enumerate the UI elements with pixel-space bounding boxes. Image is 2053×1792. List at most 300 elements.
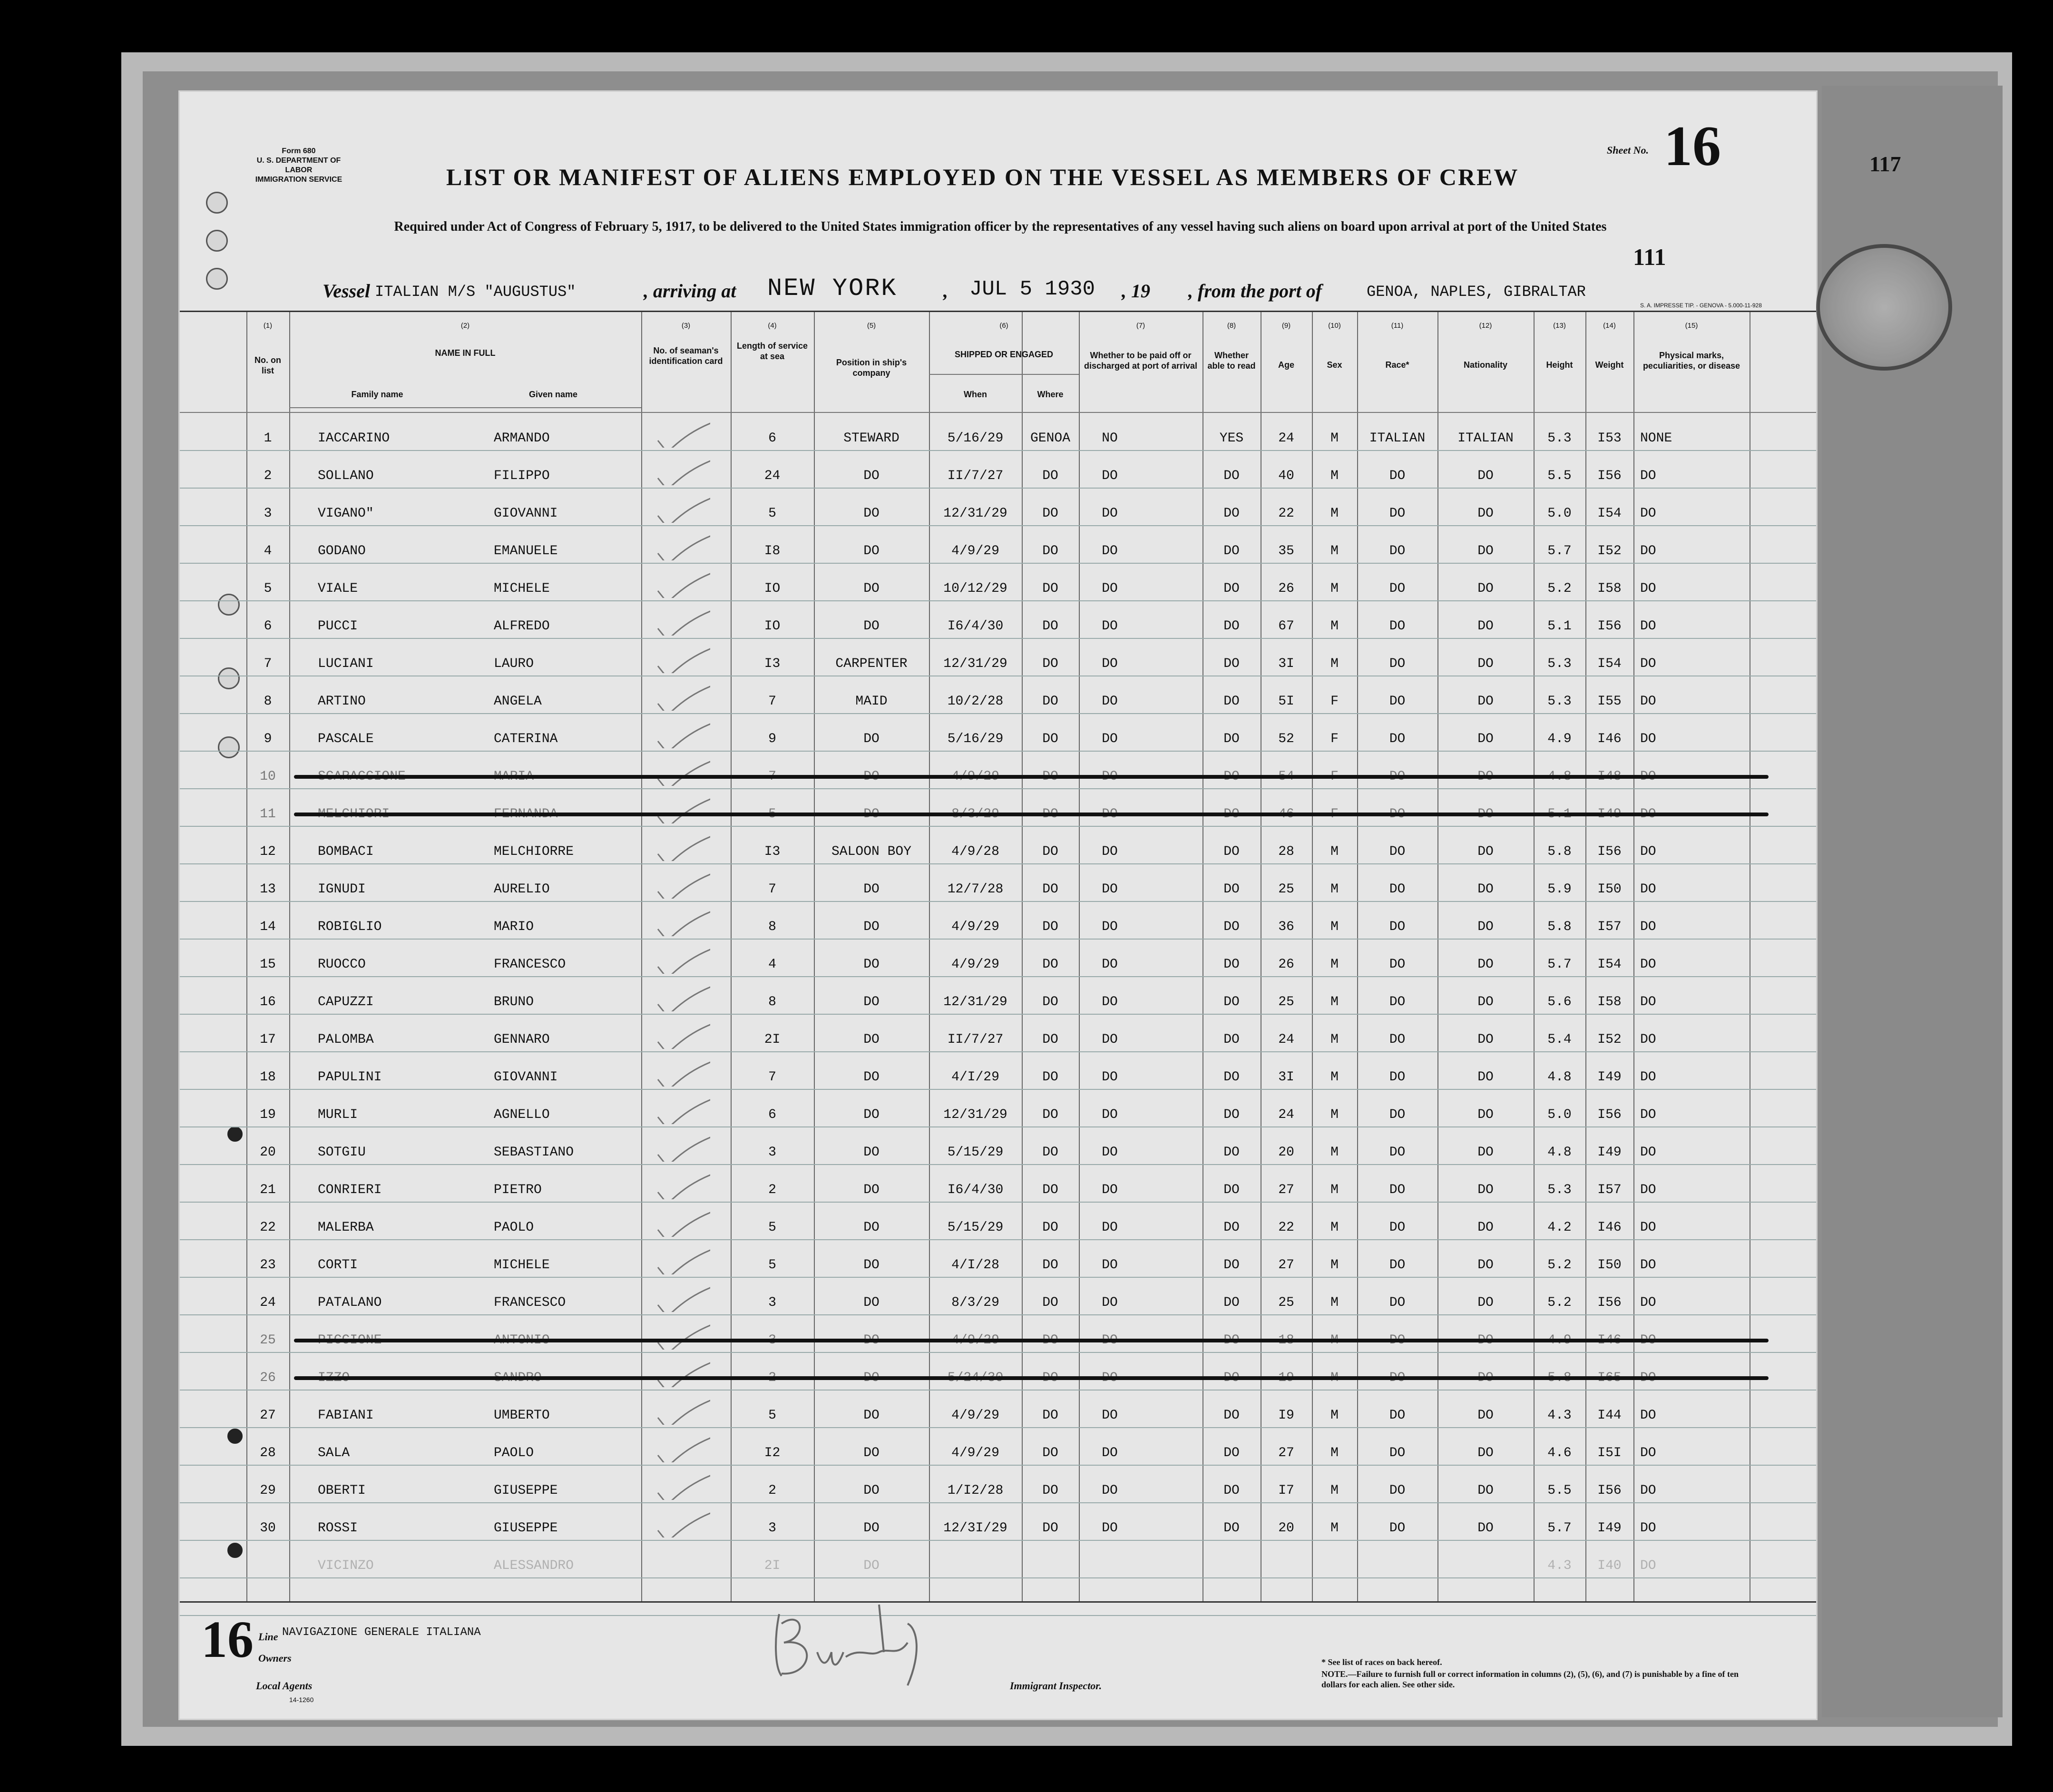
cell-when: 10/2/28 (947, 694, 1004, 709)
header-when: When (964, 390, 987, 399)
cell-nat: DO (1477, 1408, 1494, 1423)
row-rule (180, 450, 1816, 451)
cell-read: DO (1223, 619, 1240, 634)
cell-family: LUCIANI (318, 656, 374, 671)
cell-age: 20 (1278, 1145, 1294, 1160)
cell-paid: DO (1102, 656, 1118, 671)
col-number-3: (3) (681, 322, 691, 330)
cell-given: AGNELLO (494, 1107, 550, 1122)
cell-sex: M (1330, 1521, 1339, 1536)
cell-service: I2 (764, 1446, 781, 1460)
cell-sex: M (1330, 1258, 1339, 1273)
cell-service: 5 (768, 1220, 776, 1235)
check-mark-icon (653, 1283, 710, 1312)
cell-given: PAOLO (494, 1220, 534, 1235)
cell-position: SALOON BOY (831, 844, 912, 859)
cell-weight: I49 (1597, 1521, 1622, 1536)
cell-marks: NONE (1640, 431, 1672, 446)
cell-nat: DO (1477, 581, 1494, 596)
cell-height: 5.3 (1547, 1183, 1572, 1197)
cell-position: CARPENTER (835, 656, 908, 671)
cell-when: 12/31/29 (943, 506, 1007, 521)
cell-sex: M (1330, 1483, 1339, 1498)
check-mark-icon (653, 945, 710, 974)
cell-read: DO (1223, 1107, 1240, 1122)
cell-no: 21 (260, 1183, 276, 1197)
races-note: * See list of races on back hereof. (1321, 1657, 1442, 1667)
cell-service: 8 (768, 995, 776, 1009)
cell-no: 3 (264, 506, 272, 521)
cell-when: 12/7/28 (947, 882, 1004, 897)
cell-no: 30 (260, 1521, 276, 1536)
cell-marks: DO (1640, 844, 1656, 859)
cell-when: 4/9/28 (951, 844, 999, 859)
cell-sex: M (1330, 656, 1339, 671)
cell-service: 9 (768, 732, 776, 746)
check-mark-icon (653, 1208, 710, 1237)
cell-read: DO (1223, 1295, 1240, 1310)
cell-weight: I56 (1597, 1483, 1622, 1498)
cell-paid: DO (1102, 1408, 1118, 1423)
cell-read: DO (1223, 920, 1240, 934)
cell-marks: DO (1640, 694, 1656, 709)
cell-height: 5.0 (1547, 506, 1572, 521)
cell-height: 5.2 (1547, 1295, 1572, 1310)
cell-no: 24 (260, 1295, 276, 1310)
local-agents-label: Local Agents (256, 1680, 313, 1692)
cell-race: DO (1389, 544, 1406, 558)
cell-position: DO (863, 1032, 880, 1047)
cell-sex: M (1330, 544, 1339, 558)
cell-paid: DO (1102, 995, 1118, 1009)
cell-no: 17 (260, 1032, 276, 1047)
cell-where: DO (1042, 1070, 1058, 1085)
faded-cell-family: VICINZO (318, 1558, 374, 1573)
year-label: , 19 (1122, 280, 1150, 302)
cell-age: 22 (1278, 1220, 1294, 1235)
header-sex: Sex (1327, 360, 1342, 370)
check-mark-icon (653, 870, 710, 899)
cell-paid: DO (1102, 1107, 1118, 1122)
col-number-15: (15) (1685, 322, 1698, 330)
cell-read: DO (1223, 544, 1240, 558)
cell-race: DO (1389, 1032, 1406, 1047)
owners-label: Owners (258, 1652, 292, 1664)
stamp-number: 111 (1633, 244, 1666, 270)
vessel-label: Vessel (323, 280, 370, 302)
header-physical-marks: Physical marks, peculiarities, or disease (1642, 351, 1740, 371)
manifest-subtitle: Required under Act of Congress of February 5, 1917, to be delivered to the United States immigration officer by the representatives of any vessel having such aliens on board upon arrival at port of the United States (394, 219, 1607, 234)
cell-sex: M (1330, 506, 1339, 521)
cell-where: DO (1042, 1408, 1058, 1423)
cell-height: 4.8 (1547, 1145, 1572, 1160)
cell-service: 5 (768, 1258, 776, 1273)
cell-when: 5/16/29 (947, 732, 1004, 746)
cell-when: 5/16/29 (947, 431, 1004, 446)
cell-when: 5/15/29 (947, 1145, 1004, 1160)
cell-position: DO (863, 469, 880, 483)
service-name: IMMIGRATION SERVICE (255, 176, 342, 184)
cell-service: 7 (768, 694, 776, 709)
col-number-5: (5) (867, 322, 876, 330)
cell-family: CONRIERI (318, 1183, 382, 1197)
column-divider (641, 312, 642, 1601)
cell-when: 10/12/29 (943, 581, 1007, 596)
cell-sex: M (1330, 957, 1339, 972)
cell-service: 2 (768, 1183, 776, 1197)
row-rule (180, 1239, 1816, 1240)
cell-service: 6 (768, 1107, 776, 1122)
cell-race: DO (1389, 581, 1406, 596)
cell-height: 5.2 (1547, 581, 1572, 596)
cell-sex: F (1330, 694, 1339, 709)
cell-marks: DO (1640, 544, 1656, 558)
cell-sex: M (1330, 1070, 1339, 1085)
cell-read: DO (1223, 581, 1240, 596)
cell-paid: DO (1102, 732, 1118, 746)
cell-given: LAURO (494, 656, 534, 671)
cell-race: DO (1389, 1521, 1406, 1536)
cell-marks: DO (1640, 1408, 1656, 1423)
row-rule (180, 563, 1816, 564)
cell-given: ALFREDO (494, 619, 550, 634)
col-number-7: (7) (1136, 322, 1145, 330)
cell-read: DO (1223, 506, 1240, 521)
check-mark-icon (653, 607, 710, 636)
cell-no: 11 (260, 807, 276, 822)
cell-race: DO (1389, 469, 1406, 483)
column-divider (289, 312, 290, 1601)
cell-height: 5.4 (1547, 1032, 1572, 1047)
cell-height: 4.9 (1547, 732, 1572, 746)
cell-where: DO (1042, 957, 1058, 972)
row-rule (180, 1352, 1816, 1353)
cell-nat: DO (1477, 469, 1494, 483)
cell-age: 35 (1278, 544, 1294, 558)
col-number-2: (2) (460, 322, 470, 330)
check-mark-icon (653, 682, 710, 711)
check-mark-icon (653, 1471, 710, 1500)
header-nationality: Nationality (1463, 360, 1507, 370)
col-number-11: (11) (1391, 322, 1404, 330)
cell-paid: DO (1102, 544, 1118, 558)
col-number-4: (4) (768, 322, 777, 330)
cell-nat: DO (1477, 619, 1494, 634)
cell-no: 25 (260, 1333, 276, 1348)
cell-nat: DO (1477, 844, 1494, 859)
cell-family: PUCCI (318, 619, 358, 634)
col-number-12: (12) (1479, 322, 1492, 330)
cell-sex: M (1330, 995, 1339, 1009)
cell-paid: DO (1102, 957, 1118, 972)
cell-service: 7 (768, 882, 776, 897)
cell-family: ARTINO (318, 694, 366, 709)
cell-weight: I53 (1597, 431, 1622, 446)
cell-weight: I49 (1597, 1145, 1622, 1160)
cell-weight: I57 (1597, 920, 1622, 934)
footer-sheet-number: 16 (201, 1610, 254, 1668)
row-rule (180, 1277, 1816, 1278)
cell-age: 36 (1278, 920, 1294, 934)
cell-no: 13 (260, 882, 276, 897)
cell-where: DO (1042, 1220, 1058, 1235)
cell-height: 5.3 (1547, 694, 1572, 709)
cell-race: DO (1389, 1408, 1406, 1423)
cell-position: DO (863, 544, 880, 558)
cell-paid: DO (1102, 581, 1118, 596)
cell-height: 5.5 (1547, 1483, 1572, 1498)
strike-through-line (294, 775, 1769, 779)
cell-family: CAPUZZI (318, 995, 374, 1009)
check-mark-icon (653, 569, 710, 598)
cell-service: 5 (768, 1408, 776, 1423)
cell-position: DO (863, 732, 880, 746)
cell-height: 5.2 (1547, 1258, 1572, 1273)
cell-no: 4 (264, 544, 272, 558)
cell-race: DO (1389, 506, 1406, 521)
cell-given: FILIPPO (494, 469, 550, 483)
cell-paid: DO (1102, 619, 1118, 634)
header-subdivider (289, 407, 641, 408)
cell-given: FRANCESCO (494, 1295, 566, 1310)
check-mark-icon (653, 795, 710, 823)
cell-family: VIGANO" (318, 506, 374, 521)
cell-no: 15 (260, 957, 276, 972)
strike-through-line (294, 1339, 1769, 1342)
cell-where: GENOA (1030, 431, 1070, 446)
check-mark-icon (653, 720, 710, 748)
cell-no: 29 (260, 1483, 276, 1498)
cell-where: DO (1042, 694, 1058, 709)
cell-sex: M (1330, 1145, 1339, 1160)
cell-service: 24 (764, 469, 781, 483)
cell-where: DO (1042, 1446, 1058, 1460)
cell-where: DO (1042, 1258, 1058, 1273)
row-rule (180, 1164, 1816, 1165)
cell-nat: DO (1477, 920, 1494, 934)
cell-race: DO (1389, 882, 1406, 897)
inspector-signature (765, 1595, 936, 1690)
cell-read: YES (1219, 431, 1244, 446)
cell-position: DO (863, 1070, 880, 1085)
cell-race: DO (1389, 995, 1406, 1009)
cell-height: 5.5 (1547, 469, 1572, 483)
row-rule (180, 1577, 1816, 1578)
cell-given: BRUNO (494, 995, 534, 1009)
cell-service: 3 (768, 1145, 776, 1160)
cell-given: MICHELE (494, 1258, 550, 1273)
cell-marks: DO (1640, 656, 1656, 671)
cell-family: GODANO (318, 544, 366, 558)
cell-age: 67 (1278, 619, 1294, 634)
cell-age: 25 (1278, 1295, 1294, 1310)
cell-service: 3 (768, 1295, 776, 1310)
cell-when: 12/31/29 (943, 995, 1007, 1009)
cell-read: DO (1223, 694, 1240, 709)
check-mark-icon (653, 983, 710, 1011)
cell-nat: DO (1477, 1032, 1494, 1047)
header-paid-off: Whether to be paid off or discharged at port of arrival (1084, 351, 1198, 371)
cell-no: 12 (260, 844, 276, 859)
cell-where: DO (1042, 1145, 1058, 1160)
penalty-note: NOTE.—Failure to furnish full or correct information in columns (2), (5), (6), and (7) is punishable by a fine of ten dollars for each alien. See other side. (1321, 1669, 1739, 1689)
cell-race: DO (1389, 1220, 1406, 1235)
header-bottom-line (180, 412, 1816, 413)
cell-position: DO (863, 1107, 880, 1122)
header-able-to-read: Whether able to read (1207, 351, 1256, 371)
cell-family: ROBIGLIO (318, 920, 382, 934)
cell-weight: I57 (1597, 1183, 1622, 1197)
cell-marks: DO (1640, 581, 1656, 596)
cell-weight: I52 (1597, 1032, 1622, 1047)
cell-no: 22 (260, 1220, 276, 1235)
cell-weight: I54 (1597, 506, 1622, 521)
cell-age: 5I (1278, 694, 1294, 709)
cell-read: DO (1223, 1032, 1240, 1047)
cell-read: DO (1223, 1070, 1240, 1085)
cell-where: DO (1042, 1483, 1058, 1498)
cell-race: DO (1389, 1070, 1406, 1085)
cell-position: DO (863, 581, 880, 596)
manifest-footer (180, 1605, 1816, 1719)
cell-no: 20 (260, 1145, 276, 1160)
cell-family: MALERBA (318, 1220, 374, 1235)
cell-marks: DO (1640, 1483, 1656, 1498)
cell-weight: I46 (1597, 1220, 1622, 1235)
cell-sex: M (1330, 1220, 1339, 1235)
cell-position: DO (863, 506, 880, 521)
faded-cell-height: 4.3 (1547, 1558, 1572, 1573)
cell-height: 5.7 (1547, 544, 1572, 558)
cell-age: 28 (1278, 844, 1294, 859)
cell-sex: M (1330, 1446, 1339, 1460)
cell-given: CATERINA (494, 732, 558, 746)
row-rule (180, 788, 1816, 789)
check-mark-icon (653, 757, 710, 786)
cell-paid: DO (1102, 882, 1118, 897)
cell-race: DO (1389, 1183, 1406, 1197)
strike-through-line (294, 813, 1769, 816)
cell-no: 7 (264, 656, 272, 671)
cell-where: DO (1042, 1521, 1058, 1536)
header-length-service: Length of service at sea (736, 341, 808, 361)
cell-no: 14 (260, 920, 276, 934)
cell-marks: DO (1640, 920, 1656, 934)
cell-where: DO (1042, 656, 1058, 671)
manifest-title: LIST OR MANIFEST OF ALIENS EMPLOYED ON THE VESSEL AS MEMBERS OF CREW (446, 164, 1519, 190)
cell-weight: I54 (1597, 656, 1622, 671)
row-rule (180, 600, 1816, 601)
cell-no: 6 (264, 619, 272, 634)
cell-when: 4/9/29 (951, 544, 999, 558)
row-rule (180, 713, 1816, 714)
header-where: Where (1037, 390, 1064, 399)
cell-position: DO (863, 1483, 880, 1498)
cell-read: DO (1223, 469, 1240, 483)
cell-nat: DO (1477, 656, 1494, 671)
cell-read: DO (1223, 656, 1240, 671)
row-rule (180, 863, 1816, 864)
arriving-label: , arriving at (644, 280, 736, 302)
cell-sex: M (1330, 844, 1339, 859)
check-mark-icon (653, 532, 710, 560)
cell-height: 4.6 (1547, 1446, 1572, 1460)
cell-family: OBERTI (318, 1483, 366, 1498)
sheet-number: 16 (1664, 114, 1721, 177)
cell-service: 3 (768, 1521, 776, 1536)
faded-cell-given: ALESSANDRO (494, 1558, 574, 1573)
row-rule (180, 1126, 1816, 1127)
cell-marks: DO (1640, 1070, 1656, 1085)
cell-read: DO (1223, 1408, 1240, 1423)
cell-age: 22 (1278, 506, 1294, 521)
header-name-in-full: NAME IN FULL (435, 348, 496, 358)
cell-nat: DO (1477, 1446, 1494, 1460)
row-rule (180, 751, 1816, 752)
cell-service: 8 (768, 920, 776, 934)
binder-hole-icon (206, 192, 228, 214)
cell-weight: I56 (1597, 1107, 1622, 1122)
cell-race: ITALIAN (1369, 431, 1426, 446)
check-mark-icon (653, 1321, 710, 1350)
col-number-13: (13) (1553, 322, 1566, 330)
cell-sex: M (1330, 1295, 1339, 1310)
cell-age: 26 (1278, 581, 1294, 596)
cell-given: GENNARO (494, 1032, 550, 1047)
cell-where: DO (1042, 844, 1058, 859)
cell-marks: DO (1640, 506, 1656, 521)
cell-height: 4.8 (1547, 1070, 1572, 1085)
cell-age: I9 (1278, 1408, 1294, 1423)
cell-where: DO (1042, 544, 1058, 558)
cell-given: EMANUELE (494, 544, 558, 558)
cell-sex: M (1330, 1408, 1339, 1423)
cell-when: 4/9/29 (951, 1408, 999, 1423)
cell-no: 5 (264, 581, 272, 596)
cell-weight: I55 (1597, 694, 1622, 709)
arrival-stamp-icon (1816, 244, 1952, 371)
cell-family: VIALE (318, 581, 358, 596)
cell-read: DO (1223, 1220, 1240, 1235)
header-given-name: Given name (528, 390, 578, 399)
cell-nat: DO (1477, 544, 1494, 558)
cell-position: DO (863, 619, 880, 634)
cell-race: DO (1389, 1483, 1406, 1498)
cell-position: DO (863, 1521, 880, 1536)
row-rule (180, 525, 1816, 526)
cell-height: 4.3 (1547, 1408, 1572, 1423)
cell-age: 25 (1278, 995, 1294, 1009)
cell-service: 4 (768, 957, 776, 972)
cell-nat: DO (1477, 1483, 1494, 1498)
col-number-8: (8) (1227, 322, 1236, 330)
from-port-label: , from the port of (1188, 280, 1322, 302)
row-rule (180, 901, 1816, 902)
cell-read: DO (1223, 995, 1240, 1009)
cell-age: 26 (1278, 957, 1294, 972)
cell-nat: DO (1477, 882, 1494, 897)
cell-no: 8 (264, 694, 272, 709)
cell-age: 25 (1278, 882, 1294, 897)
cell-sex: M (1330, 1183, 1339, 1197)
header-weight: Weight (1595, 360, 1624, 370)
cell-where: DO (1042, 920, 1058, 934)
cell-paid: DO (1102, 469, 1118, 483)
cell-where: DO (1042, 619, 1058, 634)
line-label: Line (258, 1631, 278, 1643)
cell-marks: DO (1640, 1446, 1656, 1460)
cell-service: IO (764, 619, 781, 634)
